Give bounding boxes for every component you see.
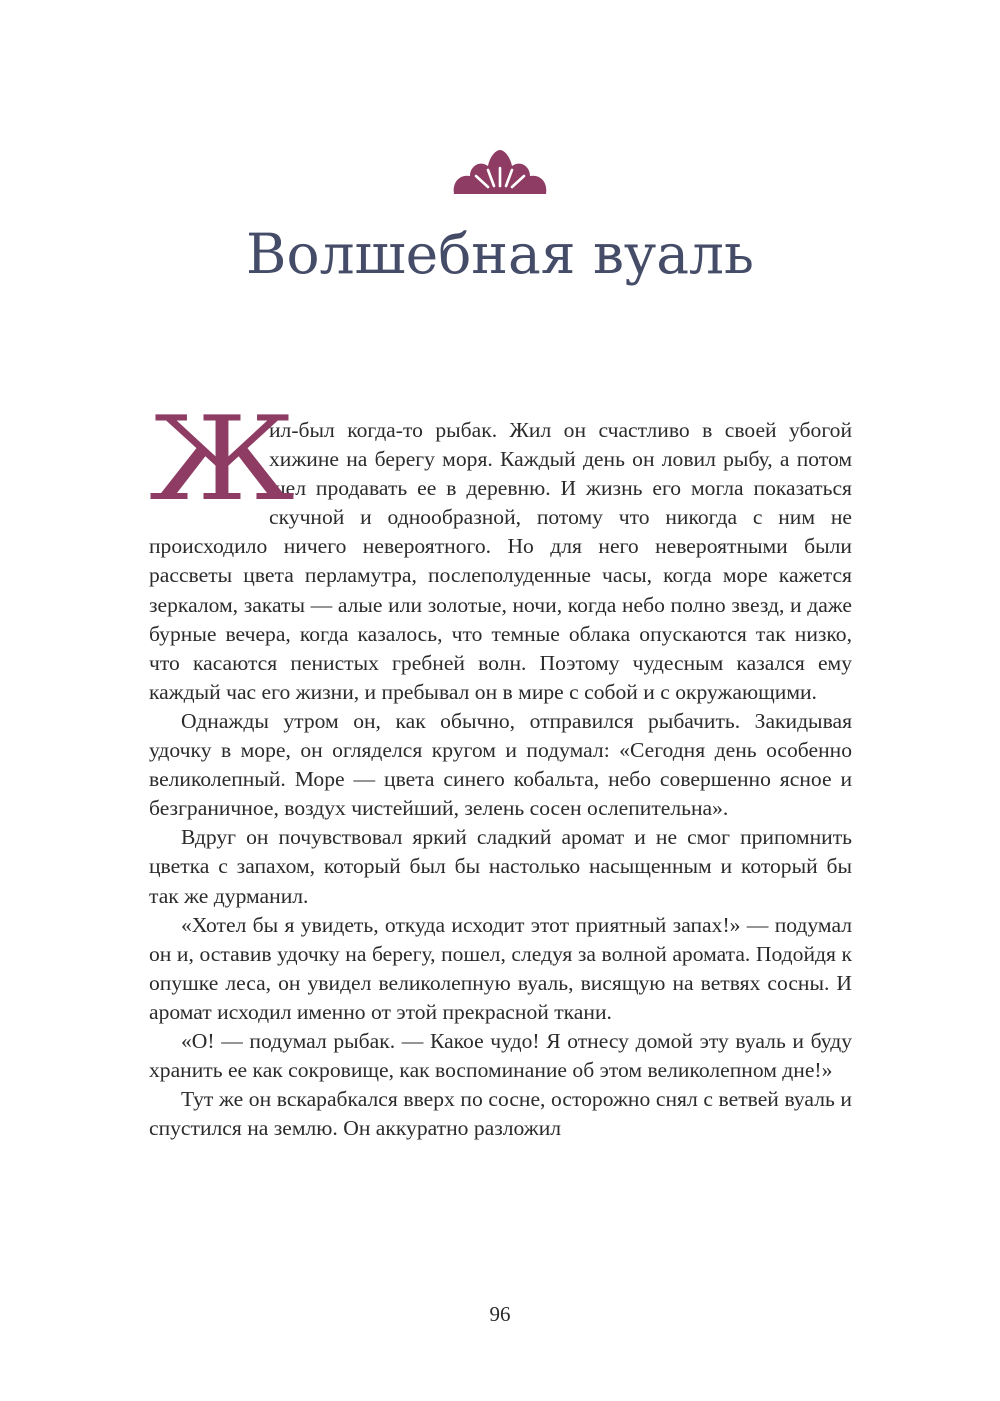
story-body (149, 392, 852, 1143)
chapter-title: Волшебная вуаль (246, 222, 754, 286)
page-number: 96 (489, 1302, 511, 1326)
paragraph-1 (149, 392, 852, 707)
dropcap (149, 392, 295, 527)
paragraph-4: «Хотел бы я увидеть, откуда исходит этот приятный запах!» — подумал он и, оставив удочку на берегу, пошел, следуя за волной аромата. Подойдя к опушке леса, он увидел великолепную вуаль, висящую на ветвях сосны. И аромат исходил именно от этой прекрасной ткани. (149, 912, 852, 1024)
paragraph-2: Однажды утром он, как обычно, отправился рыбачить. Закидывая удочку в море, он огляделся кругом и подумал: «Сегодня день особенно великолепный. Море — цвета синего кобальта, небо совершенно ясное и безграничное, воздух чистейший, зелень сосен ослепительна». (149, 708, 852, 821)
paragraph-6: Тут же он вскарабкался вверх по сосне, осторожно снял с ветвей вуаль и спустился на землю. Он аккуратно разложил (149, 1087, 852, 1141)
paragraph-1-text: ил-был когда-то рыбак. Жил он счастливо в своей убогой хижине на берегу моря. Каждый день он ловил рыбу, а потом шел продавать ее в деревню. И жизнь его могла показаться скучной и однообразной, потому что никогда с ним не происходило ничего невероятного. Но для него невероятными были рассветы цвета перламутра, послеполуденные часы, когда море кажется зеркалом, закаты — алые или золотые, ночи, когда небо полно звезд, и даже бурные вечера, когда казалось, что темные облака опускаются так низко, что касаются пенистых гребней волн. Поэтому чудесным казался ему каждый час его жизни, и пребывал он в мире с собой и с окружающими. (149, 418, 852, 704)
lotus-fan-ornament-icon (452, 146, 548, 198)
dropcap-letter: Ж (149, 392, 295, 527)
paragraph-3: Вдруг он почувствовал яркий сладкий аромат и не смог припомнить цветка с запахом, который был бы настолько насыщенным и который бы так же дурманил. (149, 825, 852, 908)
paragraph-5: «О! — подумал рыбак. — Какое чудо! Я отнесу домой эту вуаль и буду хранить ее как сокровище, как воспоминание об этом великолепном дне!» (149, 1028, 852, 1083)
